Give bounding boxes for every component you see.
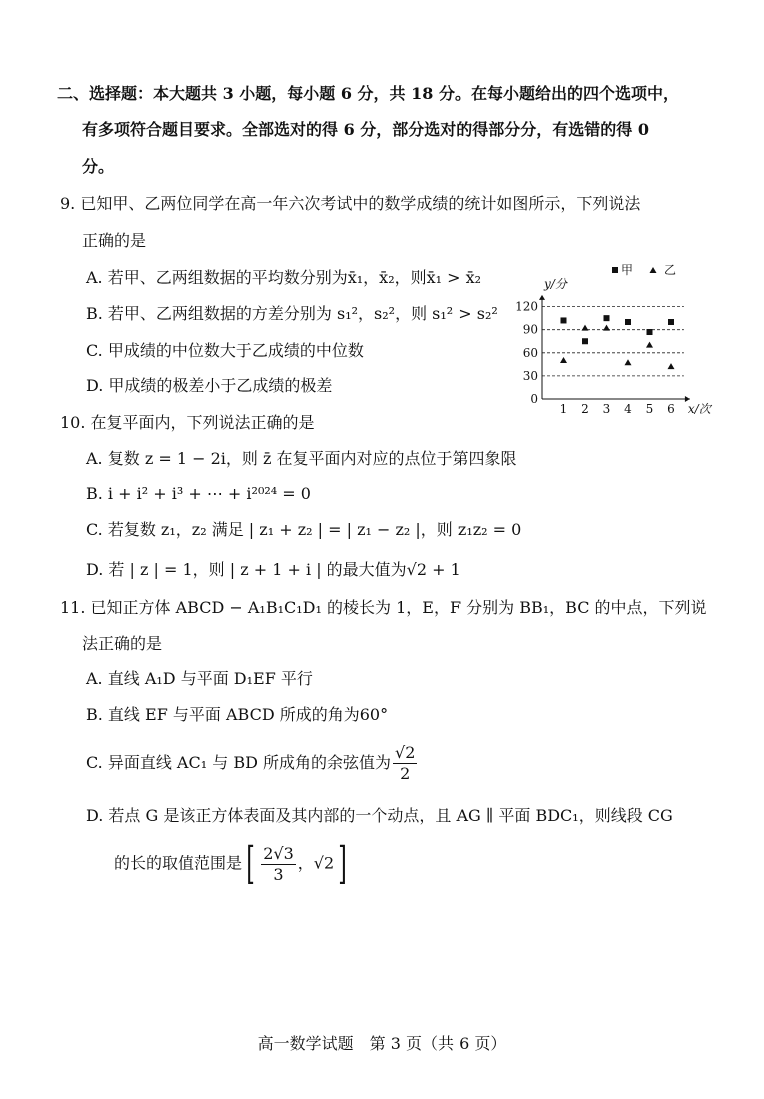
q11-option-a: A. 直线 A₁D 与平面 D₁EF 平行 [86,669,313,688]
x-tick-label: 1 [559,402,568,416]
data-point-square [561,317,567,323]
x-tick-label: 5 [645,402,654,416]
q11-option-d-range [114,838,351,889]
data-point-triangle [646,342,653,348]
q9-option-d: D. 甲成绩的极差小于乙成绩的极差 [86,376,333,395]
data-point-triangle [582,325,589,331]
q11-option-d-denominator: 3 [273,864,284,884]
legend-label: 乙 [664,263,677,277]
data-point-triangle [603,325,610,331]
q11-stem-line2: 法正确的是 [82,634,163,653]
data-point-square [582,338,588,344]
q11-option-d-upper-bound: ，√2 [297,853,335,873]
data-point-triangle [625,359,632,365]
x-tick-label: 4 [624,402,632,416]
q9-option-c: C. 甲成绩的中位数大于乙成绩的中位数 [86,341,364,360]
y-axis-arrow [539,295,545,300]
q9-stem-line2: 正确的是 [82,231,147,250]
legend-square-marker [612,267,618,273]
data-point-triangle [668,363,675,369]
q10-option-c: C. 若复数 z₁，z₂ 满足 | z₁ + z₂ | = | z₁ − z₂ |，则 z₁z₂ = 0 [86,520,522,539]
q10-option-d: D. 若 | z | = 1，则 | z + 1 + i | 的最大值为√2 + 1 [86,560,461,579]
q11-option-c-text: C. 异面直线 AC₁ 与 BD 所成角的余弦值为 [86,753,391,772]
right-bracket: ] [338,838,348,889]
section-heading-line3: 分。 [82,157,115,176]
q11-option-d-numerator: 2√3 [263,843,294,863]
data-point-square [668,319,674,325]
q10-option-b: B. i + i² + i³ + ⋯ + i²⁰²⁴ = 0 [86,484,311,503]
x-tick-label: 3 [602,402,611,416]
q11-option-c-fraction [393,743,417,784]
section-heading-line2: 有多项符合题目要求。全部选对的得 6 分，部分选对的得部分分，有选错的得 0 [82,120,649,139]
q11-option-b: B. 直线 EF 与平面 ABCD 所成的角为60° [86,705,389,724]
y-tick-label: 120 [515,299,538,314]
x-tick-label: 6 [667,402,675,416]
q9-option-a: A. 若甲、乙两组数据的平均数分别为x̄₁，x̄₂，则x̄₁ > x̄₂ [86,268,482,287]
y-axis-label: y/分 [544,277,567,291]
page-footer: 高一数学试题 第 3 页（共 6 页） [257,1034,507,1053]
q11-option-c [86,743,419,784]
q11-option-c-denominator: 2 [400,764,411,783]
q11-option-d-fraction [261,844,296,885]
score-scatter-chart [515,262,715,418]
y-tick-label: 60 [522,345,538,360]
legend-label: 甲 [621,263,634,277]
data-point-square [604,315,610,321]
q9-option-b: B. 若甲、乙两组数据的方差分别为 s₁²，s₂²，则 s₁² > s₂² [86,304,498,323]
section-heading-line1: 二、选择题：本大题共 3 小题，每小题 6 分，共 18 分。在每小题给出的四个选项中， [57,84,679,103]
q10-stem: 10. 在复平面内，下列说法正确的是 [60,413,315,432]
q11-option-d: D. 若点 G 是该正方体表面及其内部的一个动点，且 AG ∥ 平面 BDC₁，则线段 CG [86,806,673,825]
q11-stem-line1: 11. 已知正方体 ABCD − A₁B₁C₁D₁ 的棱长为 1，E，F 分别为 BB₁，BC 的中点，下列说 [60,598,707,617]
x-axis-label: x/次 [687,402,711,416]
q11-option-c-numerator: √2 [395,743,416,762]
q11-option-d-range-text: 的长的取值范围是 [114,853,243,873]
data-point-square [625,319,631,325]
x-tick-label: 2 [581,402,589,416]
data-point-triangle [560,357,567,363]
y-tick-label: 90 [522,322,538,337]
left-bracket: [ [246,838,255,889]
y-tick-label: 30 [522,368,538,383]
q10-option-a: A. 复数 z = 1 − 2i，则 z̄ 在复平面内对应的点位于第四象限 [86,449,517,468]
q9-stem-line1: 9. 已知甲、乙两位同学在高一年六次考试中的数学成绩的统计如图所示，下列说法 [60,194,641,213]
data-point-square [647,329,653,335]
y-tick-label: 0 [530,392,538,406]
legend-triangle-marker [650,267,657,273]
